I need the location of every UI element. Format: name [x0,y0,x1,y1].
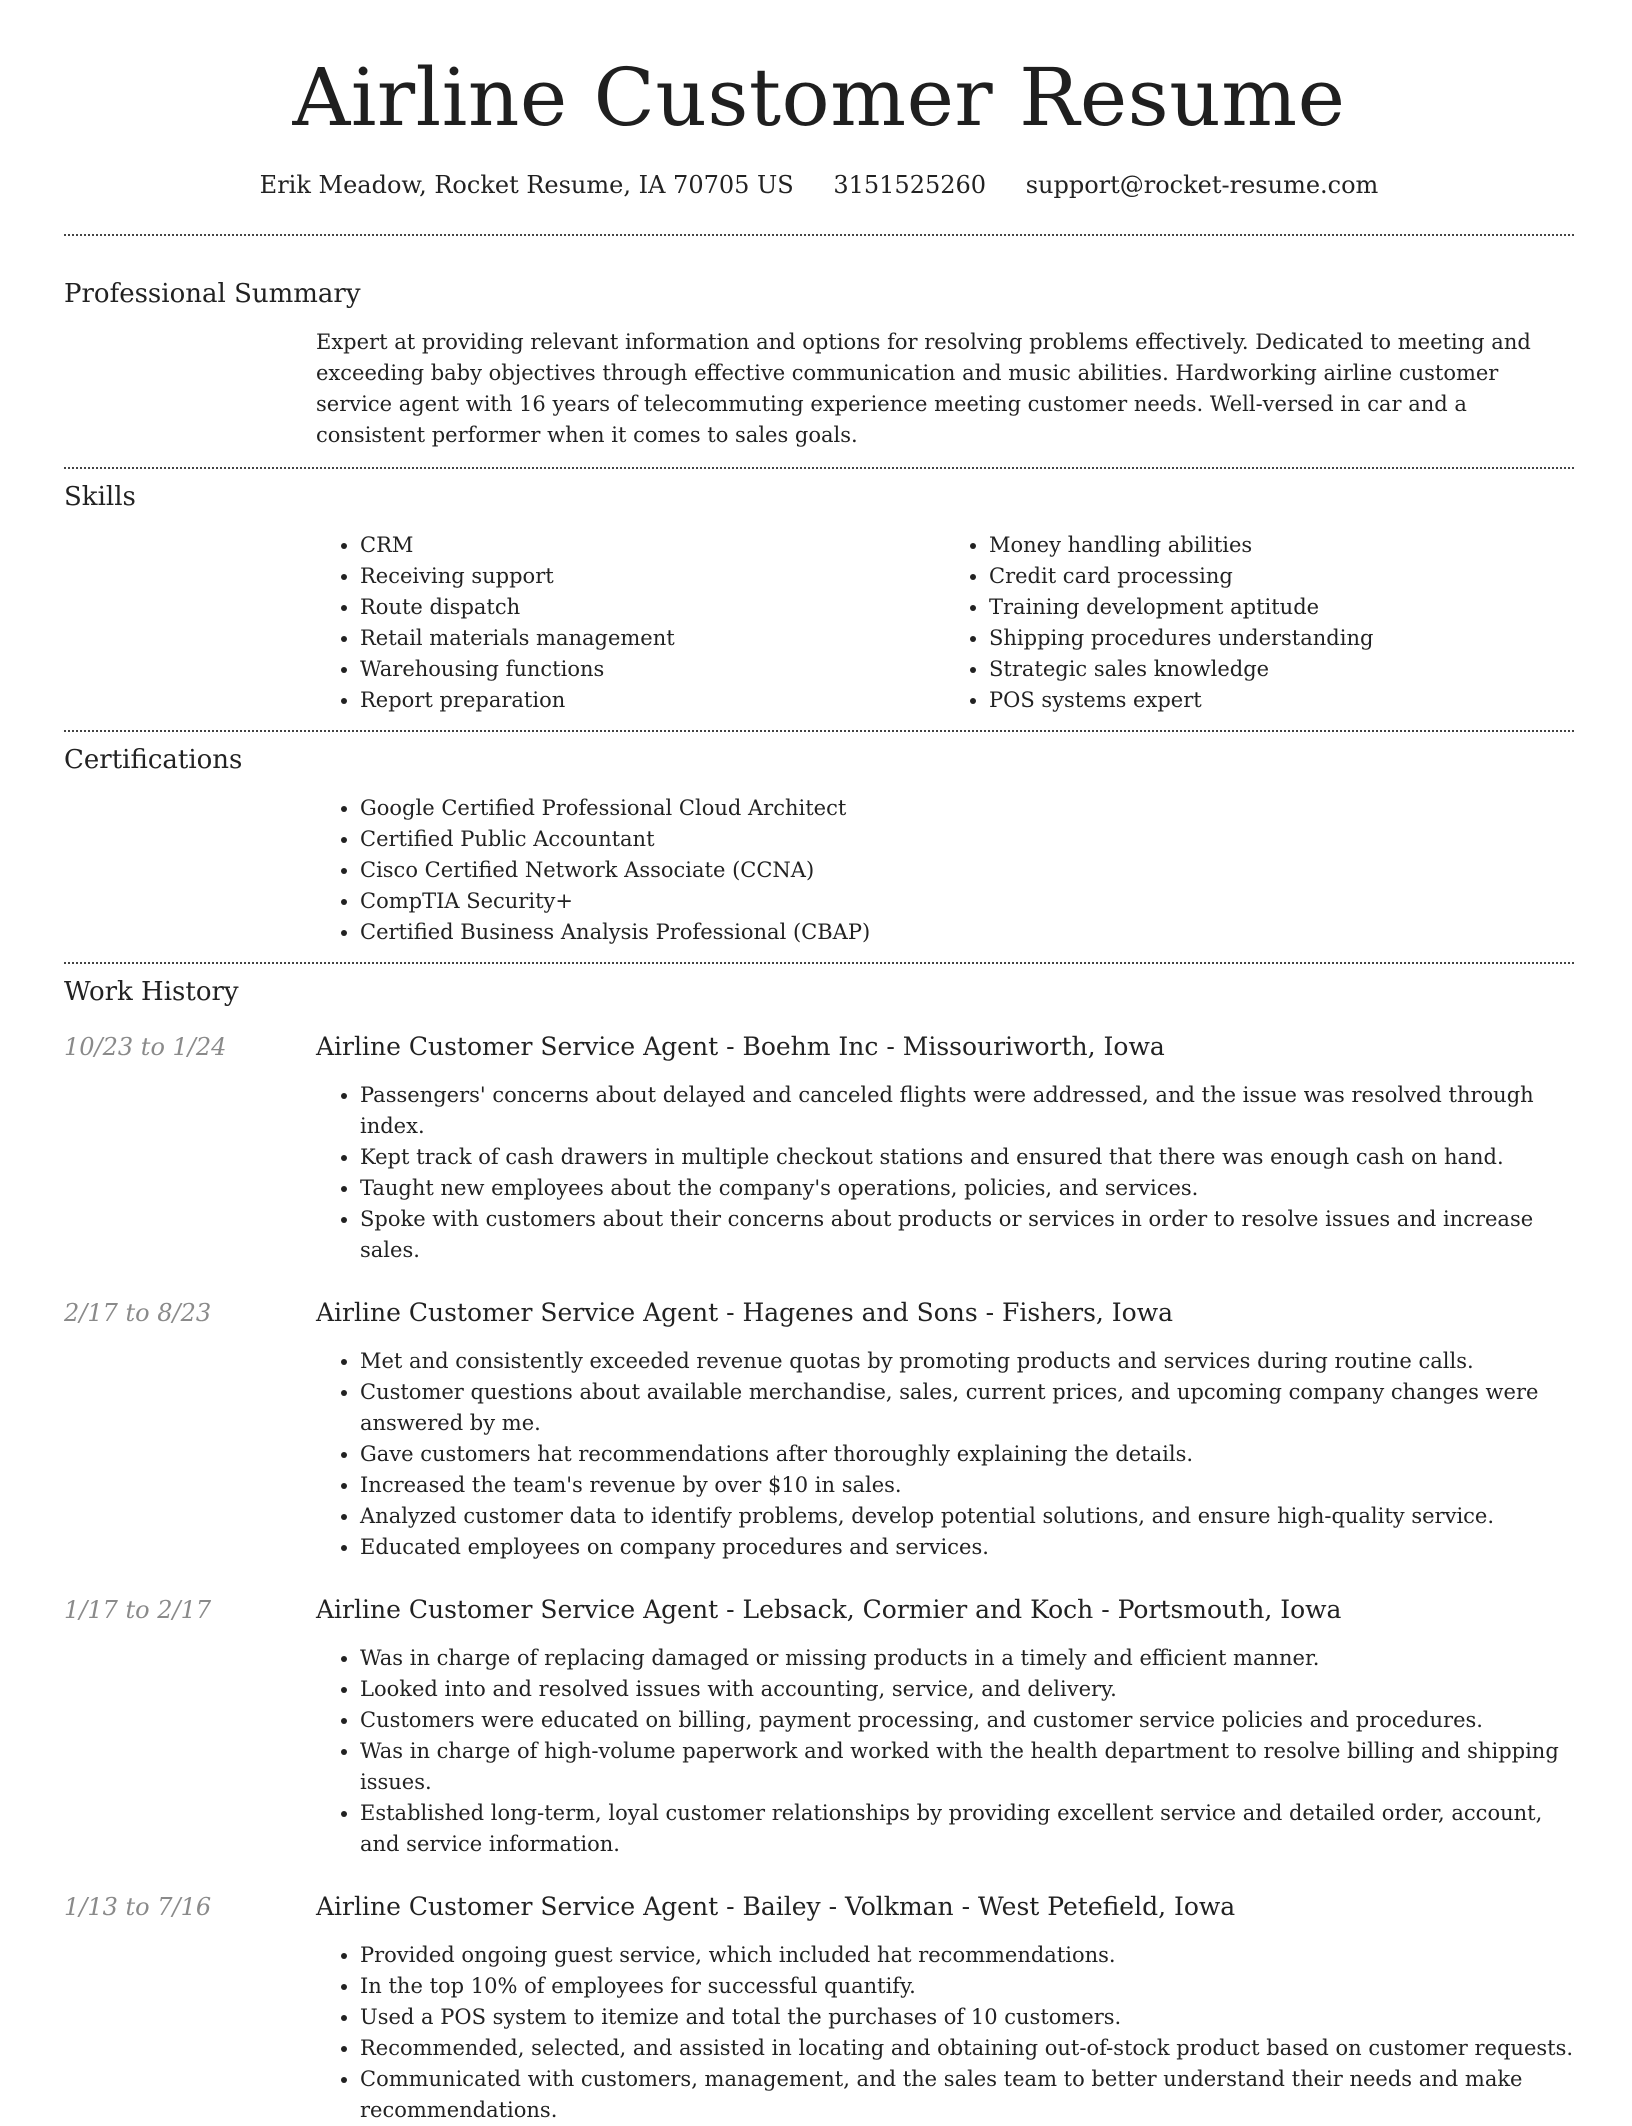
resume-title: Airline Customer Resume [292,51,1346,144]
job-bullet: • Analyzed customer data to identify problems, develop potential solutions, and ensure high-quality service. [360,1501,1574,1532]
summary-section [64,278,1574,451]
job-bullet: • Provided ongoing guest service, which included hat recommendations. [360,1940,1574,1971]
contact-line [64,170,1574,200]
job-bullet: • Recommended, selected, and assisted in locating and obtaining out-of-stock product based on customer requests. [360,2033,1574,2064]
skills-list-right [945,530,1574,716]
job-bullet: • Customers were educated on billing, payment processing, and customer service policies and procedures. [360,1705,1574,1736]
certification-item: • Certified Public Accountant [360,824,1574,855]
section-divider [64,962,1574,964]
job-bullets [316,1940,1574,2126]
contact-phone: 3151525260 [833,171,987,199]
job-entry [64,1892,1574,2126]
job-entry [64,1298,1574,1563]
job-entry [64,1032,1574,1266]
job-bullet: • Taught new employees about the company's operations, policies, and services. [360,1173,1574,1204]
skills-section [64,481,1574,716]
certification-item: • Certified Business Analysis Professional (CBAP) [360,917,1574,948]
job-bullets [316,1080,1574,1266]
job-bullet: • Met and consistently exceeded revenue quotas by promoting products and services during routine calls. [360,1346,1574,1377]
skill-item: • Retail materials management [360,623,945,654]
certification-item: • Cisco Certified Network Associate (CCNA) [360,855,1574,886]
job-dates: 10/23 to 1/24 [64,1033,227,1061]
job-bullet: • Was in charge of high-volume paperwork and worked with the health department to resolve billing and shipping issues. [360,1736,1574,1798]
job-bullet: • Established long-term, loyal customer relationships by providing excellent service and detailed order, account, and service information. [360,1798,1574,1860]
skill-item: • Route dispatch [360,592,945,623]
job-bullet: • Kept track of cash drawers in multiple checkout stations and ensured that there was enough cash on hand. [360,1142,1574,1173]
work-history-section [64,976,1574,2126]
job-bullet: • Was in charge of replacing damaged or missing products in a timely and efficient manner. [360,1643,1574,1674]
skill-item: • Report preparation [360,685,945,716]
job-bullets [316,1643,1574,1860]
skill-item: • Warehousing functions [360,654,945,685]
skill-item: • Training development aptitude [989,592,1574,623]
section-divider [64,730,1574,732]
job-bullet: • Spoke with customers about their concerns about products or services in order to resolve issues and increase sales. [360,1204,1574,1266]
section-divider [64,234,1574,236]
job-dates: 1/17 to 2/17 [64,1596,212,1624]
section-heading-summary: Professional Summary [64,279,361,309]
skill-item: • Credit card processing [989,561,1574,592]
skill-item: • Money handling abilities [989,530,1574,561]
job-bullets [316,1346,1574,1563]
job-title: Airline Customer Service Agent - Boehm Inc - Missouriworth, Iowa [316,1032,1165,1061]
job-bullet: • Educated employees on company procedures and services. [360,1532,1574,1563]
contact-email: support@rocket-resume.com [1025,171,1379,199]
section-divider [64,467,1574,469]
skill-item: • POS systems expert [989,685,1574,716]
job-dates: 2/17 to 8/23 [64,1299,212,1327]
skill-item: • Strategic sales knowledge [989,654,1574,685]
job-entry [64,1595,1574,1860]
resume-page [64,0,1574,2126]
job-bullet: • Customer questions about available merchandise, sales, current prices, and upcoming company changes were answered by me. [360,1377,1574,1439]
job-title: Airline Customer Service Agent - Hagenes and Sons - Fishers, Iowa [316,1298,1174,1327]
summary-text: Expert at providing relevant information and options for resolving problems effectively. Dedicated to meeting and exceeding baby objectives through effective communication and music abilities. Hardworking airline customer service agent with 16 years of telecommuting experience meeting customer needs. Well-versed in car and a consistent performer when it comes to sales goals. [316,330,1531,447]
skill-item: • Shipping procedures understanding [989,623,1574,654]
section-heading-skills: Skills [64,482,136,512]
job-bullet: • Looked into and resolved issues with accounting, service, and delivery. [360,1674,1574,1705]
certification-item: • CompTIA Security+ [360,886,1574,917]
section-heading-certifications: Certifications [64,745,243,775]
certification-item: • Google Certified Professional Cloud Architect [360,793,1574,824]
job-bullet: • Communicated with customers, management, and the sales team to better understand their needs and make recommendations. [360,2064,1574,2126]
job-bullet: • Used a POS system to itemize and total the purchases of 10 customers. [360,2002,1574,2033]
job-bullet: • Passengers' concerns about delayed and canceled flights were addressed, and the issue was resolved through index. [360,1080,1574,1142]
job-bullet: • Gave customers hat recommendations after thoroughly explaining the details. [360,1439,1574,1470]
contact-address: Erik Meadow, Rocket Resume, IA 70705 US [259,171,794,199]
skills-list-left [316,530,945,716]
job-title: Airline Customer Service Agent - Lebsack, Cormier and Koch - Portsmouth, Iowa [316,1595,1342,1624]
job-dates: 1/13 to 7/16 [64,1893,212,1921]
job-bullet: • In the top 10% of employees for successful quantify. [360,1971,1574,2002]
section-heading-work-history: Work History [64,977,239,1007]
job-bullet: • Increased the team's revenue by over $10 in sales. [360,1470,1574,1501]
skill-item: • CRM [360,530,945,561]
certifications-list [316,793,1574,948]
job-title: Airline Customer Service Agent - Bailey - Volkman - West Petefield, Iowa [316,1892,1236,1921]
certifications-section [64,744,1574,948]
skills-grid [316,530,1574,716]
skill-item: • Receiving support [360,561,945,592]
